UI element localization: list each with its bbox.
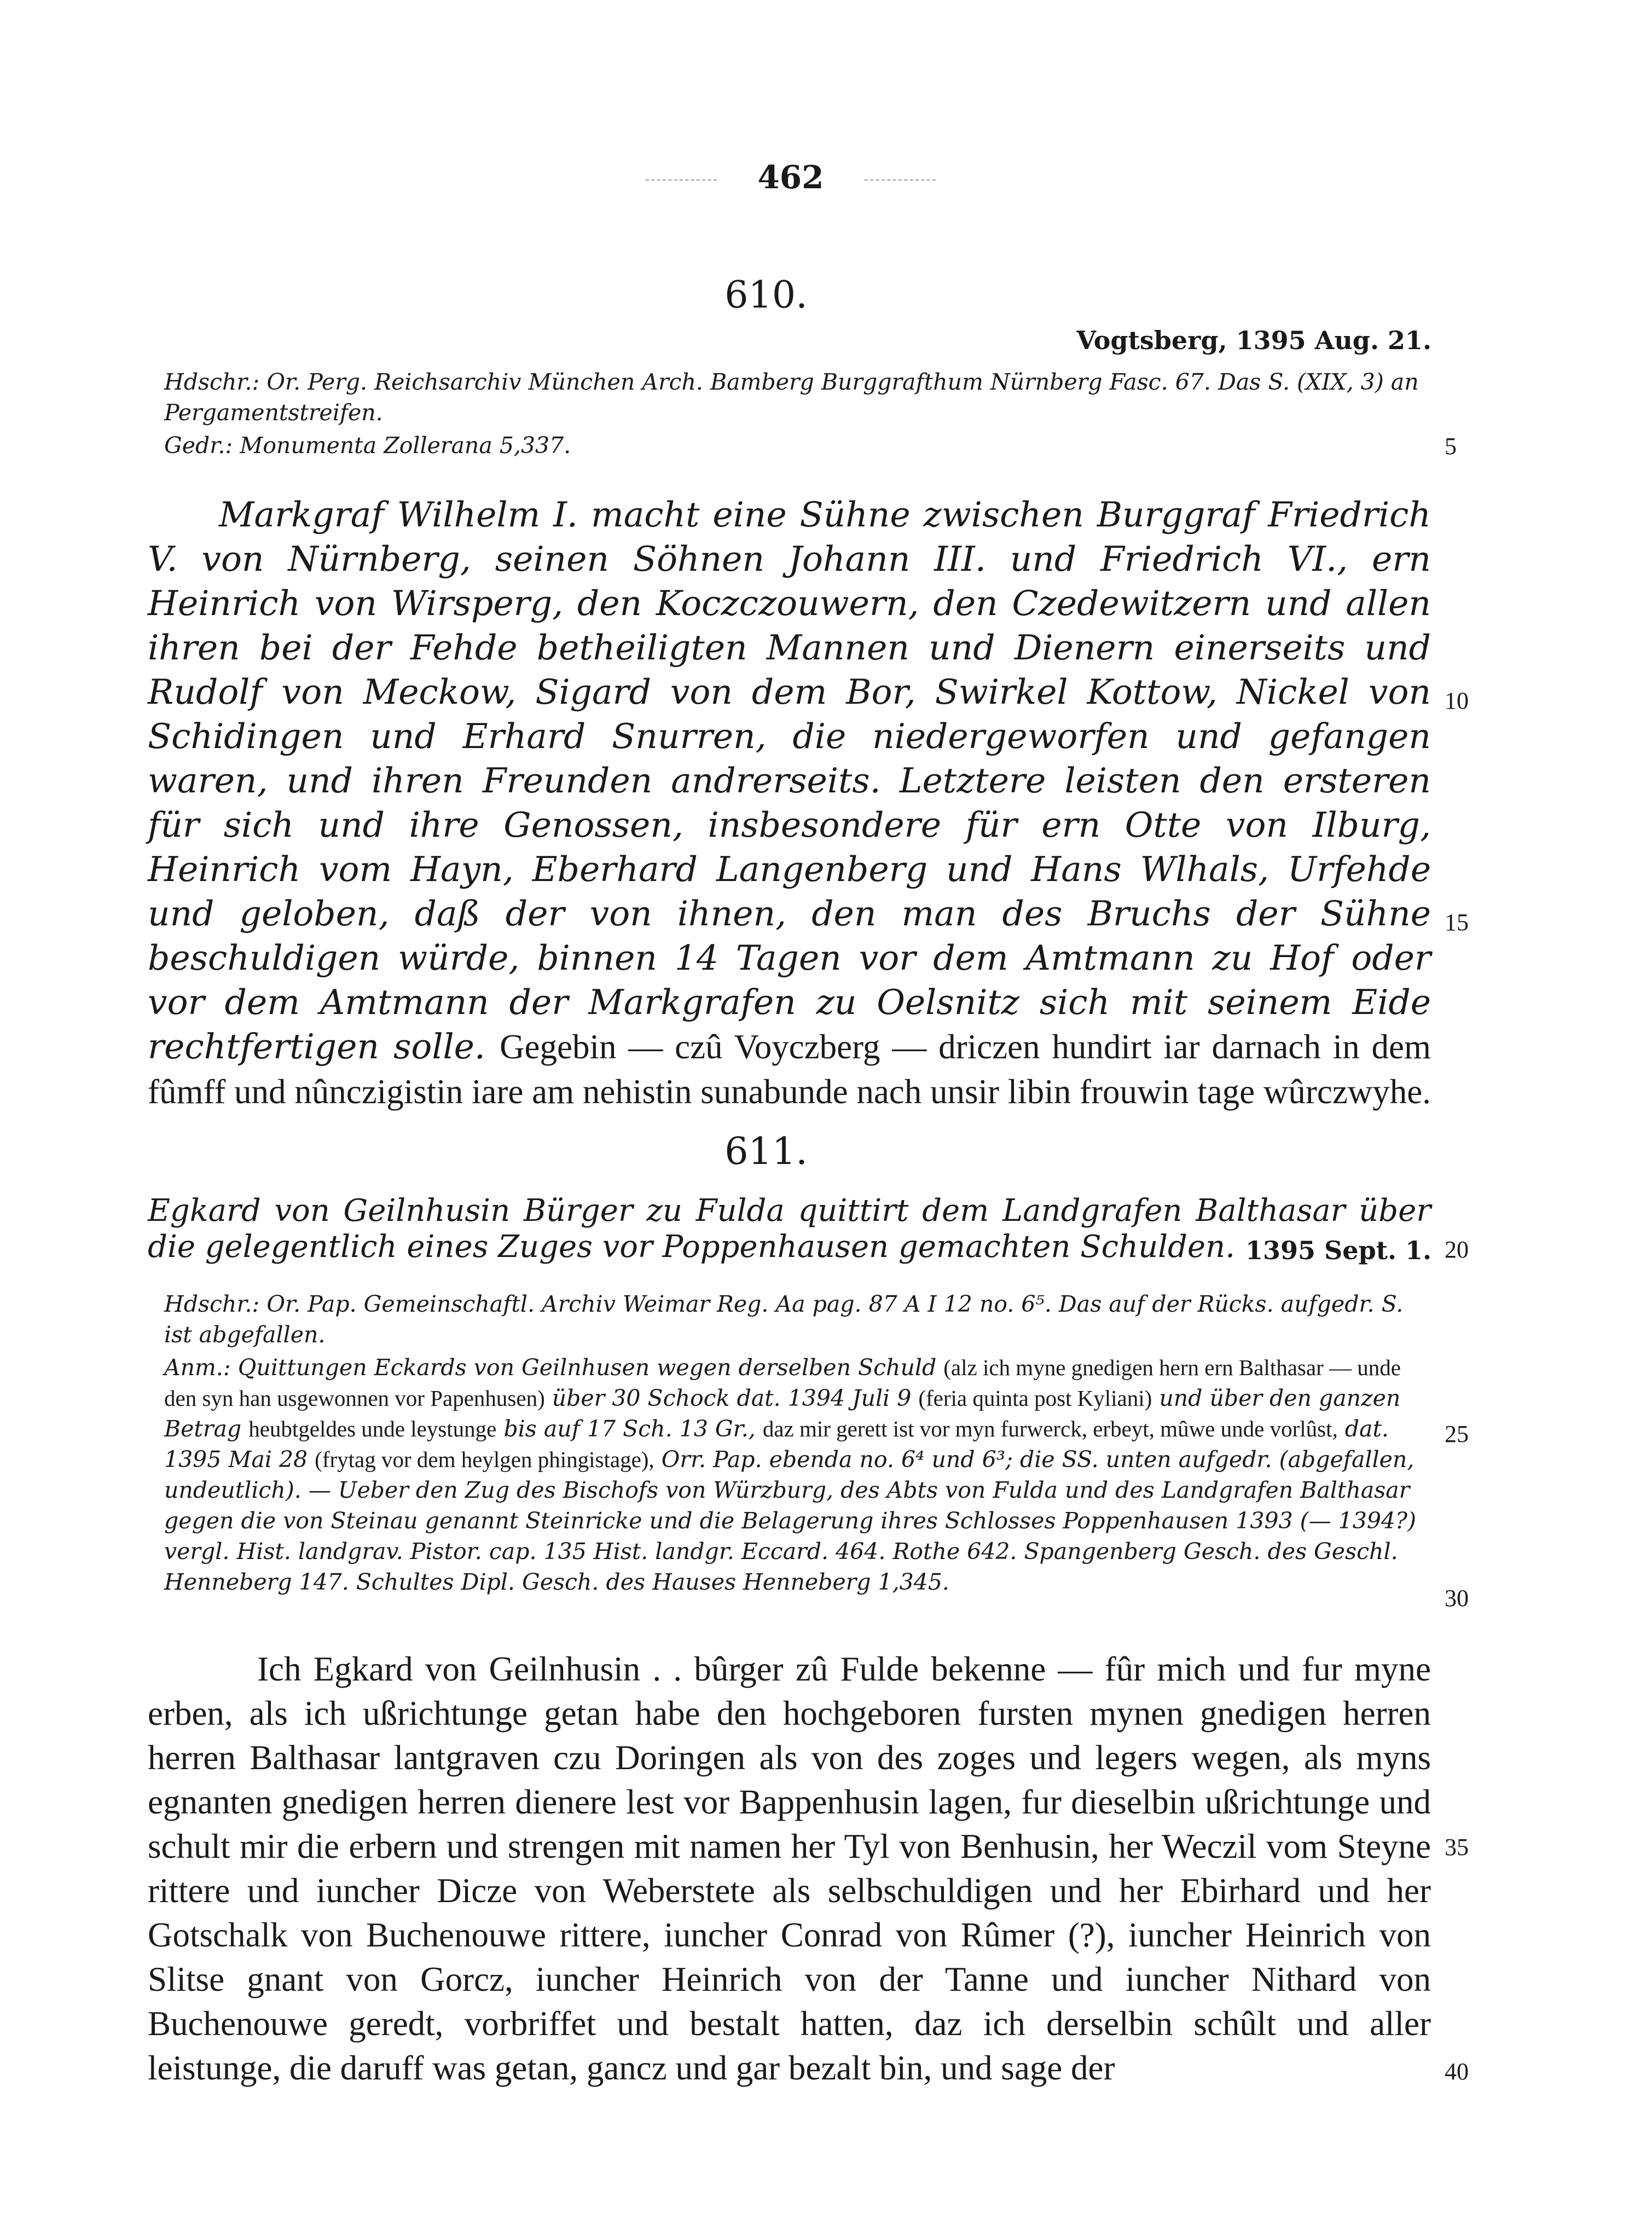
line-number-20: 20 [1445,1236,1469,1263]
doc-610-notes [164,367,1431,461]
anm-part-8: daz mir gerett ist vor myn furwerck, erbeyt, mûwe unde vorlûst, [762,1416,1338,1441]
doc-611-regest [148,1193,1431,1265]
doc-610-gedr [164,430,1431,461]
anm-part-5: und über den ganzen Betrag [164,1385,1401,1442]
hdschr-label: Hdschr.: [164,369,260,395]
anm-part-7: bis auf 17 Sch. 13 Gr., [503,1416,756,1442]
doc-610-dateline: Vogtsberg, 1395 Aug. 21. [1076,326,1431,355]
hdschr-text-611: Or. Pap. Gemeinschaftl. Archiv Weimar Reg. Aa pag. 87 A I 12 no. 6⁵. Das auf der Rücks. aufgedr. S. ist abgefallen. [164,1291,1404,1348]
page-number: 462 [757,159,824,196]
doc-611-number: 611. [724,1130,808,1173]
anm-part-9: dat. 1395 Mai 28 [164,1416,1389,1473]
doc-611-hdschr [164,1289,1431,1350]
doc-611-body-paragraph: Ich Egkard von Geilnhusin . . bûrger zû Fulde bekenne — fûr mich und fur myne erben, als ich ußrichtunge getan habe den hochgeboren fursten mynen gnedigen herren herren Balthasar lantgraven czu Doringen als von des zoges und legers wegen, als myns egnanten gnedigen herren dienere lest vor Bappenhusin lagen, fur dieselbin ußrichtunge und schult mir die erbern und strengen mit namen her Tyl von Benhusin, her Weczil vom Steyne rittere und iuncher Dicze von Weberstete als selbschuldigen und her Ebirhard und her Gotschalk von Buchenouwe rittere, iuncher Conrad von Rûmer (?), iuncher Heinrich von Slitse gnant von Gorcz, iuncher Heinrich von der Tanne und iuncher Nithard von Buchenouwe geredt, vorbriffet und bestalt hatten, daz ich derselbin schûlt und aller leistunge, die daruff was getan, gancz und gar bezalt bin, und sage der [148,1650,1431,2087]
doc-611-dateline: 1395 Sept. 1. [1245,1236,1431,1265]
doc-611-body [148,1647,1431,2090]
anm-label: Anm.: [164,1354,231,1381]
anm-part-4: (feria quinta post Kyliani) [918,1386,1152,1411]
anm-part-1: Quittungen Eckards von Geilnhusen wegen derselben Schuld [237,1354,937,1381]
line-number-25: 25 [1445,1421,1469,1447]
line-number-30: 30 [1445,1585,1469,1612]
hdschr-label-611: Hdschr.: [164,1291,260,1317]
regest-dating-clause: Gegebin — czû Voyczberg — driczen hundirt iar darnach in dem fûmff und nûnczigistin iare am nehistin sunabunde nach unsir libin frouwin tage wûrczwyhe. [148,1028,1431,1111]
anm-part-2: (alz ich myne gnedigen hern ern Balthasar — unde den syn han usgewonnen vor Papenhusen) [164,1355,1401,1411]
anm-part-6: heubtgeldes unde leystunge [248,1416,497,1441]
hdschr-text: Or. Perg. Reichsarchiv München Arch. Bamberg Burggrafthum Nürnberg Fasc. 67. Das S. (XIX, 3) an Pergamentstreifen. [164,369,1419,426]
doc-610-hdschr [164,367,1431,428]
doc-610-number: 610. [724,274,808,317]
regest-summary: Markgraf Wilhelm I. macht eine Sühne zwischen Burggraf Friedrich V. von Nürnberg, seinen Söhnen Johann III. und Friedrich VI., ern Heinrich von Wirsperg, den Koczczouwern, den Czedewitzern und allen ihren bei der Fehde betheiligten Mannen und Dienern einerseits und Rudolf von Meckow, Sigard von dem Bor, Swirkel Kottow, Nickel von Schidingen und Erhard Snurren, die niedergeworfen und gefangen waren, und ihren Freunden andrerseits. Letztere leisten den ersteren für sich und ihre Genossen, insbesondere für ern Otte von Ilburg, Heinrich vom Hayn, Eberhard Langenberg und Hans Wlhals, Urfehde und geloben, daß der von ihnen, den man des Bruchs der Sühne beschuldigen würde, binnen 14 Tagen vor dem Amtmann zu Hof oder vor dem Amtmann der Markgrafen zu Oelsnitz sich mit seinem Eide rechtfertigen solle. [148,495,1431,1067]
line-number-10: 10 [1445,687,1469,714]
anm-part-3: über 30 Schock dat. 1394 Juli 9 [552,1385,912,1411]
gedr-text: Monumenta Zollerana 5,337. [240,432,571,459]
doc-610-regest [148,492,1431,1114]
anm-part-11: Orr. Pap. ebenda no. 6⁴ und 6³; die SS. unten aufgedr. (abgefallen, undeutlich). — Ueber den Zug des Bischofs von Würzburg, des Abts von Fulda und des Landgrafen Balthasar gegen die von Steinau genannt Steinricke und die Belagerung ihres Schlosses Poppenhausen 1393 (— 1394?) vergl. Hist. landgrav. Pistor. cap. 135 Hist. landgr. Eccard. 464. Rothe 642. Spangenberg Gesch. des Geschl. Henneberg 147. Schultes Dipl. Gesch. des Hauses Henneberg 1,345. [164,1446,1416,1595]
doc-611-notes [164,1289,1431,1597]
doc-611-anm [164,1352,1431,1597]
anm-part-10: (frytag vor dem heylgen phingistage), [315,1447,654,1472]
line-number-5: 5 [1445,433,1457,460]
header-rule-left [646,179,717,181]
gedr-label: Gedr.: [164,432,233,459]
doc-611-summary: Egkard von Geilnhusin Bürger zu Fulda quittirt dem Landgrafen Balthasar über die gelegentlich eines Zuges vor Poppenhausen gemachten Schulden. [148,1193,1431,1265]
line-number-40: 40 [1445,2058,1469,2085]
line-number-15: 15 [1445,909,1469,936]
header-rule-right [865,179,936,181]
line-number-35: 35 [1445,1834,1469,1861]
